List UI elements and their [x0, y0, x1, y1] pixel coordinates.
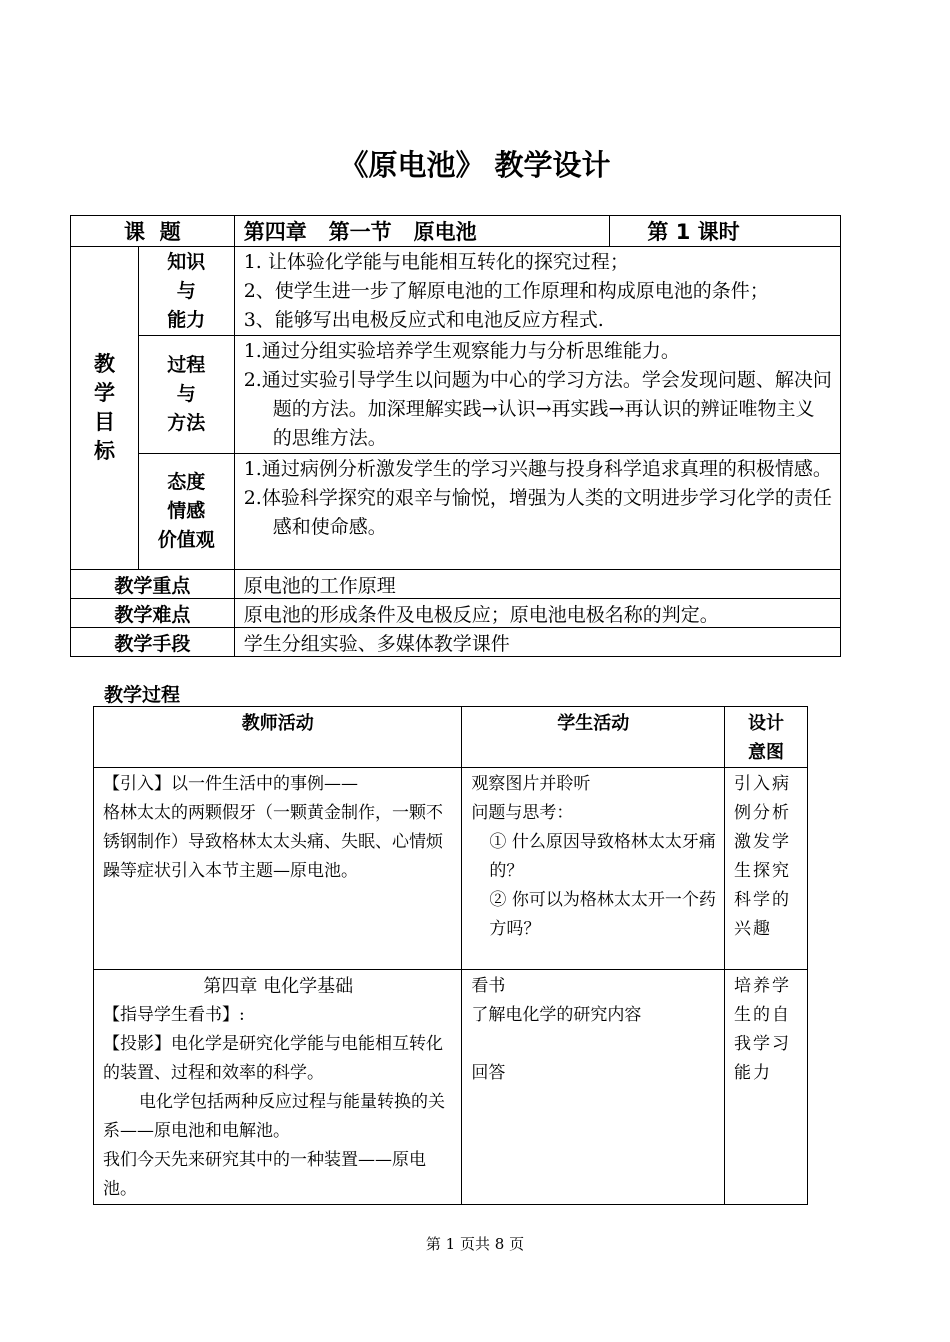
- attitude-label-3: 价值观: [157, 529, 215, 551]
- header-student: 学生活动: [462, 707, 725, 768]
- difficulty-value: 原电池的形成条件及电极反应；原电池电极名称的判定。: [234, 599, 840, 628]
- key-point-label: 教学重点: [71, 570, 235, 599]
- header-intent: 设计意图: [725, 707, 808, 768]
- row1-student-question: ① 什么原因导致格林太太牙痛的？: [489, 832, 716, 881]
- difficulty-label: 教学难点: [71, 599, 235, 628]
- means-value: 学生分组实验、多媒体教学课件: [234, 628, 840, 657]
- row2-teacher-line: 我们今天先来研究其中的一种装置——原电池。: [103, 1150, 426, 1199]
- key-point-value: 原电池的工作原理: [234, 570, 840, 599]
- attitude-item: 2.体验科学探究的艰辛与愉悦，增强为人类的文明进步学习化学的责任感和使命感。: [243, 487, 832, 538]
- page-footer: 第 1 页共 8 页: [425, 1235, 525, 1253]
- process-label: [138, 336, 234, 454]
- knowledge-item: 2、使学生进一步了解原电池的工作原理和构成原电池的条件；: [243, 280, 769, 302]
- process-item: 2.通过实验引导学生以问题为中心的学习方法。学会发现问题、解决问题的方法。加深理解实践→认识→再实践→再认识的辨证唯物主义的思维方法。: [243, 369, 832, 449]
- row2-teacher: [94, 970, 462, 1205]
- attitude-label-1: 态度: [167, 471, 206, 493]
- row2-student: [462, 970, 725, 1205]
- process-label-3: 方法: [167, 412, 206, 434]
- header-teacher: 教师活动: [94, 707, 462, 768]
- topic-value: 第四章 第一节 原电池: [234, 216, 610, 247]
- period: 第 1 课时: [610, 216, 841, 247]
- row1-student: [462, 768, 725, 970]
- row2-student-line: [471, 1030, 716, 1059]
- process-section-title: 教学过程: [104, 684, 181, 706]
- process-items: [234, 336, 840, 454]
- knowledge-label-2: 与: [176, 279, 196, 302]
- teaching-process-table: [93, 706, 808, 1205]
- attitude-label: [138, 454, 234, 570]
- row2-student-line: 了解电化学的研究内容: [471, 1005, 642, 1025]
- row2-teacher-line: 【指导学生看书】:: [103, 1005, 245, 1025]
- attitude-item: 1.通过病例分析激发学生的学习兴趣与投身科学追求真理的积极情感。: [243, 458, 832, 480]
- attitude-label-2: 情感: [167, 500, 206, 522]
- goals-label-text: 教学目标: [93, 352, 115, 463]
- goals-label: [71, 247, 139, 570]
- row1-teacher-line: 格林太太的两颗假牙（一颗黄金制作，一颗不锈钢制作）导致格林太太头痛、失眠、心情烦躁等症状引入本节主题—原电池。: [103, 803, 443, 881]
- attitude-items: [234, 454, 840, 570]
- row1-student-question: ② 你可以为格林太太开一个药方吗？: [489, 890, 716, 939]
- knowledge-label-1: 知识: [167, 250, 206, 273]
- knowledge-item: 1. 让体验化学能与电能相互转化的探究过程；: [243, 251, 629, 273]
- row1-teacher: [94, 768, 462, 970]
- row2-student-line: 回答: [471, 1063, 506, 1083]
- process-item: 1.通过分组实验培养学生观察能力与分析思维能力。: [243, 340, 680, 362]
- knowledge-label-3: 能力: [167, 308, 206, 331]
- course-info-table: [70, 215, 841, 657]
- row1-student-line: 问题与思考：: [471, 803, 574, 823]
- row2-student-line: 看书: [471, 976, 506, 996]
- document-title: 《原电池》 教学设计: [339, 148, 611, 182]
- row1-teacher-line: 【引入】以一件生活中的事例——: [103, 774, 358, 794]
- process-label-1: 过程: [167, 354, 206, 376]
- row2-intent: 培养学生的自我学习能力: [725, 970, 808, 1205]
- row2-chapter: 第四章 电化学基础: [203, 976, 354, 997]
- row1-intent: 引入病例分析激发学生探究科学的兴趣: [725, 768, 808, 970]
- row1-student-line: 观察图片并聆听: [471, 774, 591, 794]
- means-label: 教学手段: [71, 628, 235, 657]
- topic-label: 课 题: [71, 216, 235, 247]
- process-label-2: 与: [176, 383, 196, 405]
- knowledge-items: [234, 247, 840, 336]
- row2-teacher-line: 【投影】电化学是研究化学能与电能相互转化的装置、过程和效率的科学。: [103, 1034, 443, 1083]
- row2-teacher-line: 电化学包括两种反应过程与能量转换的关系——原电池和电解池。: [103, 1092, 445, 1141]
- knowledge-label: [138, 247, 234, 336]
- knowledge-item: 3、能够写出电极反应式和电池反应方程式.: [243, 309, 604, 331]
